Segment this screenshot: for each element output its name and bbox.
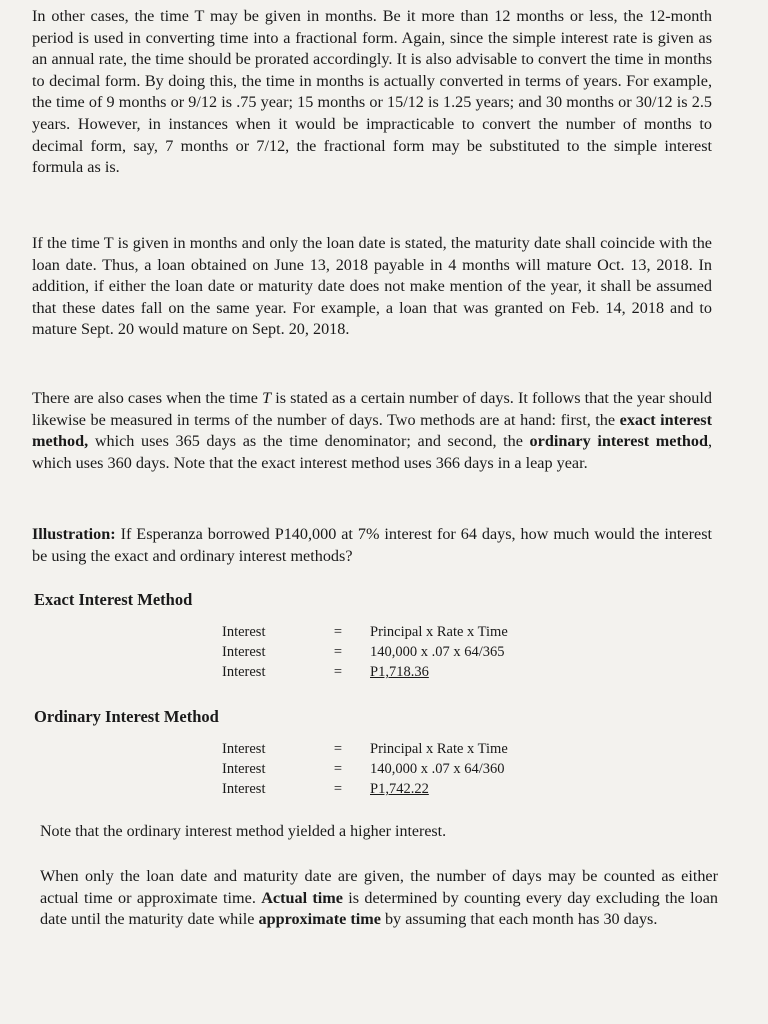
note-text: Note that the ordinary interest method yielded a higher interest. [40, 823, 447, 840]
paragraph-months [32, 6, 712, 179]
actual-time-term: Actual time [261, 888, 343, 907]
p3-text-b: is stated as a certain number of days. It follows that the year should likewise be measured in terms of the number of days. Two methods are at hand: first, the [32, 389, 712, 429]
row-label: Interest [222, 644, 266, 660]
p5-text-c: by assuming that each month has 30 days. [380, 910, 658, 929]
equals-sign: = [333, 624, 343, 640]
ordinary-method-heading: Ordinary Interest Method [34, 707, 219, 726]
equals-sign: = [333, 664, 343, 680]
equals-sign: = [333, 761, 343, 777]
paragraph-actual-approximate [40, 866, 718, 931]
paragraph-loan-date [32, 233, 712, 341]
equals-sign: = [333, 644, 343, 660]
p5-text-a: When only the loan date and maturity date are given, the number of days may be counted as either actual time or approximate time. [40, 867, 718, 907]
computation-row [222, 642, 508, 662]
exact-method-heading: Exact Interest Method [34, 590, 193, 609]
p3-ordinary-term: ordinary interest method [529, 432, 708, 451]
p3-exact-term: exact interest method, [32, 410, 712, 451]
p3-text-c: which uses 365 days as the time denominator; and second, the [88, 432, 530, 451]
row-value: 140,000 x .07 x 64/360 [370, 761, 505, 777]
row-value: Principal x Rate x Time [370, 741, 508, 757]
computation-row [222, 779, 508, 799]
approximate-time-term: approximate time [258, 910, 381, 929]
ordinary-interest-result: P1,742.22 [370, 781, 429, 797]
exact-method-computation [222, 622, 508, 682]
row-label: Interest [222, 761, 266, 777]
computation-row [222, 662, 508, 682]
computation-row [222, 622, 508, 642]
p2-text: If the time T is given in months and only the loan date is stated, the maturity date shall coincide with the loan date. Thus, a loan obtained on June 13, 2018 payable in 4 months will mature Oct. 13, 2018. In addition, if either the loan date or maturity date does not make mention of the year, it shall be assumed that these dates fall on the same year. For example, a loan that was granted on Feb. 14, 2018 and to mature Sept. 20 would mature on Sept. 20, 2018. [32, 234, 712, 339]
equals-sign: = [333, 781, 343, 797]
p3-text-a: There are also cases when the time [32, 389, 263, 407]
row-label: Interest [222, 781, 266, 797]
row-value: 140,000 x .07 x 64/365 [370, 644, 505, 660]
illustration-text: If Esperanza borrowed P140,000 at 7% interest for 64 days, how much would the interest be using the exact and ordinary interest methods? [32, 525, 712, 565]
p1-text: In other cases, the time T may be given in months. Be it more than 12 months or less, the 12-month period is used in converting time into a fractional form. Again, since the simple interest rate is given as an annual rate, the time should be prorated accordingly. It is also advisable to convert the time in months to decimal form. By doing this, the time in months is actually converted in terms of years. For example, the time of 9 months or 9/12 is .75 year; 15 months or 15/12 is 1.25 years; and 30 months or 30/12 is 2.5 years. However, in instances when it would be impracticable to convert the number of months to decimal form, say, 7 months or 7/12, the fractional form may be substituted to the simple interest formula as is. [32, 7, 712, 177]
ordinary-method-computation [222, 739, 508, 799]
paragraph-illustration [32, 524, 712, 567]
equals-sign: = [333, 741, 343, 757]
row-label: Interest [222, 741, 266, 757]
computation-row [222, 759, 508, 779]
paragraph-days [32, 388, 712, 474]
row-label: Interest [222, 664, 266, 680]
computation-row [222, 739, 508, 759]
p3-time-symbol: T [262, 389, 272, 407]
illustration-label: Illustration: [32, 525, 116, 543]
row-value: Principal x Rate x Time [370, 624, 508, 640]
row-label: Interest [222, 624, 266, 640]
exact-interest-result: P1,718.36 [370, 664, 429, 680]
p3-text-d: , which uses 360 days. Note that the exact interest method uses 366 days in a leap year. [32, 432, 712, 472]
p5-text-b: is determined by counting every day excluding the loan date until the maturity date while [40, 888, 719, 929]
